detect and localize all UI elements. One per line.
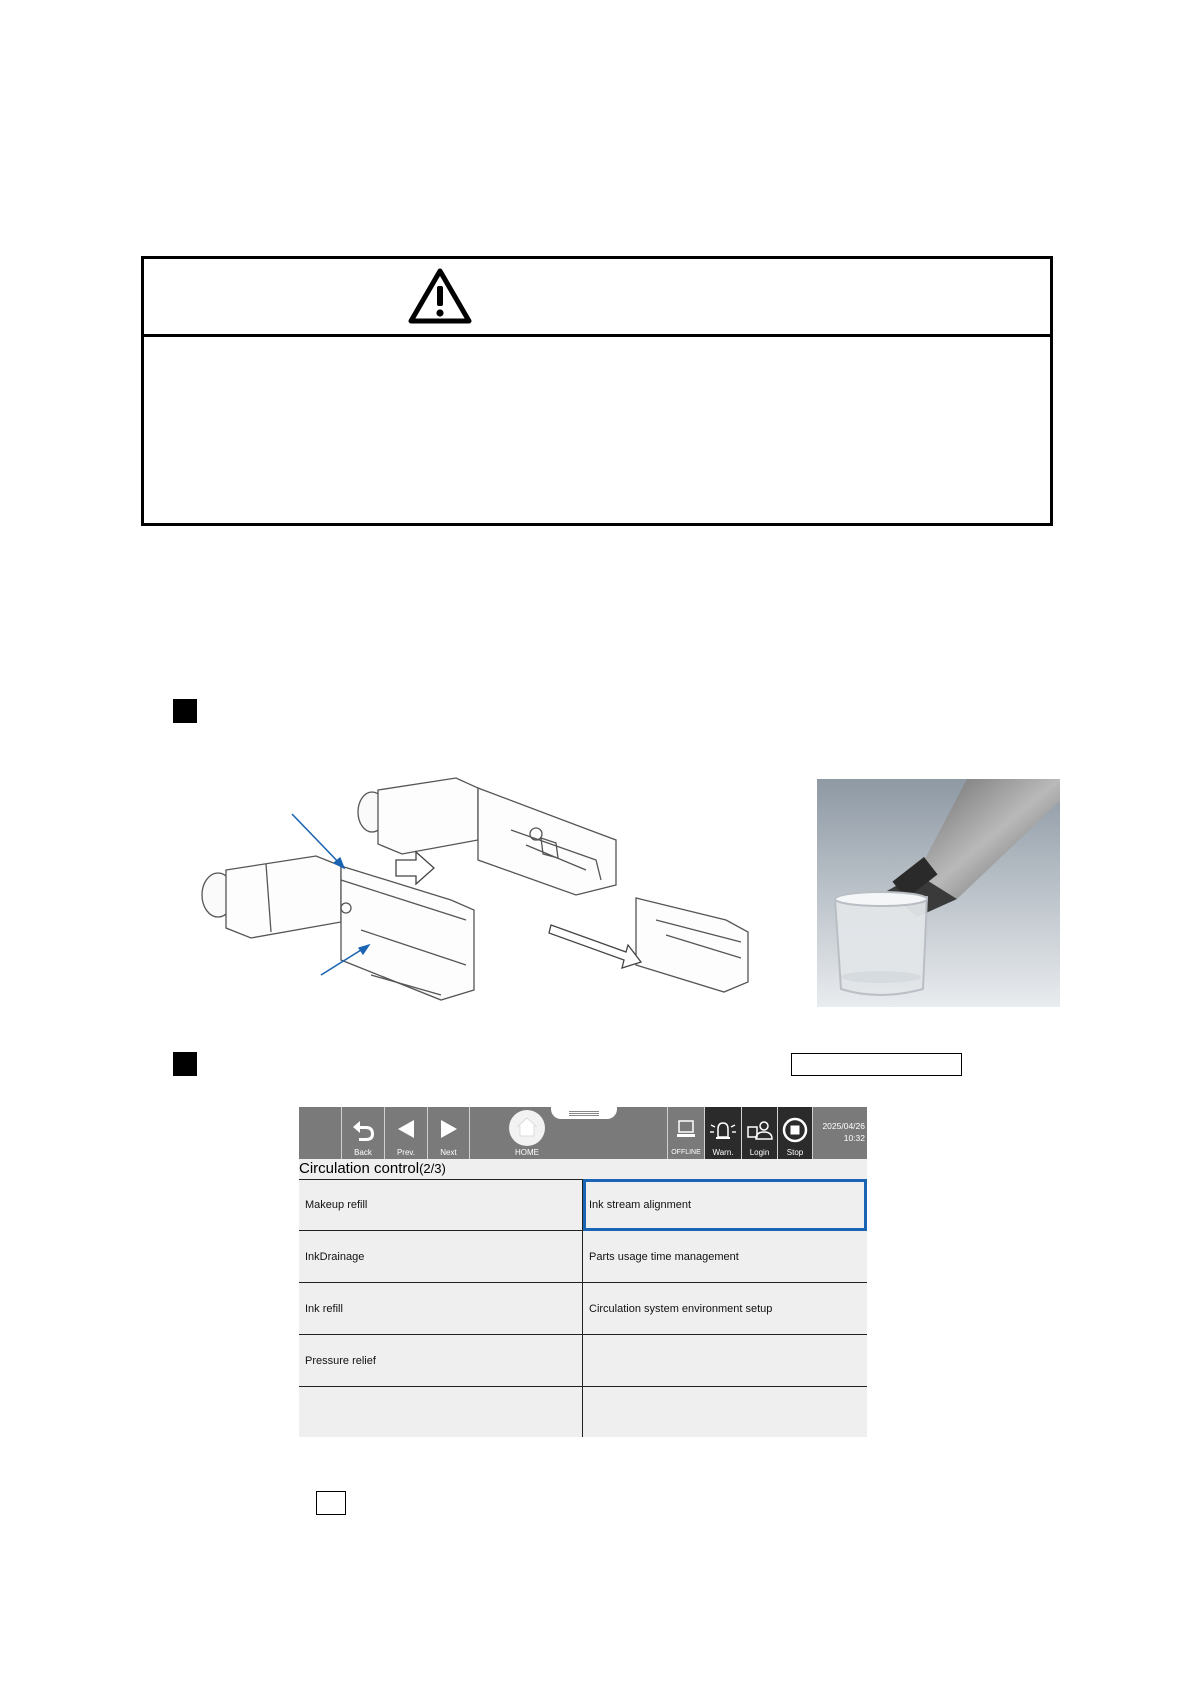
blank-label-box	[791, 1053, 962, 1076]
warn-label: Warn.	[712, 1148, 734, 1157]
login-label: Login	[749, 1148, 770, 1157]
disassembled-head-drawing	[358, 778, 616, 895]
print-head-diagram	[196, 770, 766, 1010]
screen-title-text: Circulation control	[299, 1160, 420, 1177]
time-text: 10:32	[843, 1133, 865, 1143]
prev-icon	[397, 1119, 415, 1139]
menu-item-ink-stream-alignment[interactable]	[583, 1179, 867, 1231]
back-label: Back	[354, 1148, 372, 1157]
menu-item-label: Ink refill	[305, 1302, 343, 1315]
datetime-display	[812, 1107, 867, 1159]
nozzle-cover-drawing	[636, 898, 748, 992]
date-text: 2025/04/26	[822, 1121, 865, 1131]
assembled-head-drawing	[202, 856, 474, 1000]
screen-title	[299, 1159, 867, 1179]
offline-label: OFFLINE	[671, 1149, 701, 1156]
warning-icon	[408, 268, 472, 324]
menu-item-pressure-relief[interactable]	[299, 1335, 583, 1387]
warn-icon	[708, 1119, 738, 1141]
login-button[interactable]	[741, 1107, 777, 1159]
menu-item-label: Pressure relief	[305, 1354, 376, 1367]
next-icon	[440, 1119, 458, 1139]
offline-button[interactable]	[667, 1107, 704, 1159]
menu-item-parts-usage-time[interactable]	[583, 1231, 867, 1283]
menu-item-ink-drainage[interactable]	[299, 1231, 583, 1283]
prev-label: Prev.	[396, 1148, 416, 1157]
pull-down-tab[interactable]	[551, 1107, 617, 1119]
menu-item-empty	[583, 1387, 867, 1437]
stop-icon	[782, 1117, 808, 1143]
warning-box-divider	[141, 334, 1053, 337]
login-icon	[746, 1119, 774, 1141]
prev-button[interactable]	[384, 1107, 427, 1159]
menu-item-empty	[583, 1335, 867, 1387]
offline-icon	[676, 1119, 696, 1139]
home-label: HOME	[515, 1148, 539, 1157]
page-indicator: (2/3)	[419, 1161, 446, 1176]
menu-item-makeup-refill[interactable]	[299, 1179, 583, 1231]
menu-item-label: Ink stream alignment	[589, 1199, 692, 1211]
menu-item-empty	[299, 1387, 583, 1437]
blank-key-box	[316, 1491, 346, 1515]
warning-box	[141, 256, 1053, 526]
menu-item-label: Circulation system environment setup	[589, 1302, 773, 1315]
section-bullet	[173, 699, 197, 723]
menu-item-ink-refill[interactable]	[299, 1283, 583, 1335]
menu-item-label: Parts usage time management	[589, 1250, 739, 1263]
menu-item-circulation-env-setup[interactable]	[583, 1283, 867, 1335]
head-drain-photo	[817, 779, 1060, 1007]
back-button[interactable]	[341, 1107, 384, 1159]
warn-button[interactable]	[704, 1107, 741, 1159]
next-label: Next	[440, 1148, 457, 1157]
stop-label: Stop	[786, 1148, 804, 1157]
home-icon	[508, 1109, 546, 1147]
circulation-control-screen	[299, 1107, 867, 1437]
stop-button[interactable]	[777, 1107, 812, 1159]
toolbar-spacer	[299, 1107, 341, 1159]
back-icon	[351, 1119, 375, 1141]
menu-item-label: Makeup refill	[305, 1199, 368, 1211]
section-bullet	[173, 1052, 197, 1076]
menu-item-label: InkDrainage	[305, 1250, 365, 1263]
next-button[interactable]	[427, 1107, 469, 1159]
